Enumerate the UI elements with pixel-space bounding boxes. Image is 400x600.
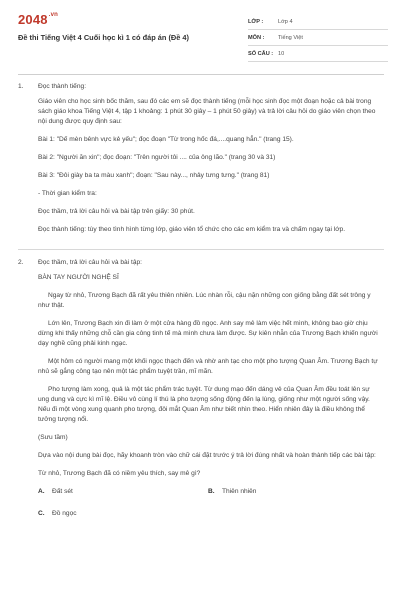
story-paragraph: Ngay từ nhỏ, Trương Bạch đã rất yêu thiên nhiên. Lúc nhàn rỗi, cậu nặn những con giống bằng đất sét trông y như thật.: [38, 292, 371, 309]
story-paragraph: Một hôm có người mang một khối ngọc thạch đến và nhờ anh tạc cho một pho tượng Quan Âm. Trương Bạch tự nhủ sẽ gắng công tạo nên một tác phẩm tuyệt trần, mĩ mãn.: [38, 358, 378, 375]
site-logo[interactable]: [18, 12, 58, 27]
sub-question: Từ nhỏ, Trương Bạch đã có niềm yêu thích, say mê gì?: [38, 470, 201, 477]
question-heading: Đọc thầm, trả lời câu hỏi và bài tập:: [38, 259, 143, 266]
answer-text: Đất sét: [52, 488, 73, 495]
answer-option-b[interactable]: [208, 487, 378, 497]
document-title: Đề thi Tiếng Việt 4 Cuối học kì 1 có đáp án (Đề 4): [18, 33, 189, 42]
question-number: 1.: [18, 83, 24, 90]
header-divider: [18, 74, 384, 75]
meta-key: LỚP :: [248, 18, 264, 25]
paragraph: Giáo viên cho học sinh bốc thăm, sau đó các em sẽ đọc thành tiếng (mỗi học sinh đọc một đoạn hoặc cả bài trong sách giáo khoa Tiếng Việt 4, tập 1 khoảng: 1 phút 30 giây – 1 phút 50 giây) và trả lời câu hỏi do giáo viên chọn theo nội dung được quy định sau:: [38, 98, 376, 125]
instruction: Dựa vào nội dung bài đọc, hãy khoanh tròn vào chữ cái đặt trước ý trả lời đúng nhất và hoàn thành tiếp các bài tập:: [38, 452, 376, 459]
paragraph: Bài 2: "Người ăn xin"; đọc đoạn: "Trên người tôi .... của ông lão." (trang 30 và 31): [38, 154, 276, 161]
answer-option-a[interactable]: [38, 487, 208, 497]
question-body: [38, 82, 378, 243]
meta-row-subject: [248, 30, 388, 46]
story-paragraph: Pho tượng làm xong, quả là một tác phẩm trác tuyệt. Từ dung mạo đến dáng vẻ của Quan Âm đều toát lên sự ung dung và cực kì mĩ lệ. Điều vô cùng lí thú là pho tượng sống động đến lạ lùng, giống như một người sống vậy. Nếu đi một vòng xung quanh pho tượng, đôi mắt Quan Âm như biết nhìn theo. Hiển nhiên đây là điều không thể tưởng tượng nổi.: [38, 386, 370, 423]
answer-letter: C.: [38, 510, 45, 517]
meta-value: 10: [278, 50, 285, 57]
question-body: [38, 258, 378, 531]
paragraph: Bài 3: "Đôi giày ba ta màu xanh"; đoạn: "Sau này..., nhảy tưng tưng." (trang 81): [38, 172, 270, 179]
answer-text: Thiên nhiên: [222, 488, 257, 495]
question-heading: Đọc thành tiếng:: [38, 83, 87, 90]
document-body: [18, 78, 384, 531]
answer-options: [38, 487, 378, 531]
meta-row-class: [248, 14, 388, 30]
question-2: [18, 258, 384, 531]
meta-key: SỐ CÂU :: [248, 50, 274, 57]
answer-option-c[interactable]: [38, 509, 208, 519]
answer-letter: A.: [38, 488, 45, 495]
paragraph: - Thời gian kiểm tra:: [38, 190, 97, 197]
answer-letter: B.: [208, 488, 215, 495]
question-number: 2.: [18, 259, 24, 266]
meta-value: Tiếng Việt: [278, 34, 303, 41]
story-title: BÀN TAY NGƯỜI NGHỆ SĨ: [38, 274, 119, 281]
story-source: (Sưu tầm): [38, 434, 68, 441]
paragraph: Bài 1: "Dế mèn bênh vực kẻ yếu"; đọc đoạn "Từ trong hốc đá,....quang hẳn." (trang 15).: [38, 136, 294, 143]
logo-text: 2048: [18, 12, 48, 27]
paragraph: Đọc thành tiếng: tùy theo tình hình từng lớp, giáo viên tổ chức cho các em kiểm tra và chấm ngay tại lớp.: [38, 226, 346, 233]
answer-text: Đồ ngọc: [52, 510, 77, 517]
meta-table: [248, 14, 388, 62]
logo-tld: .vn: [48, 12, 59, 18]
meta-row-count: [248, 46, 388, 62]
story-paragraph: Lớn lên, Trương Bạch xin đi làm ở một cửa hàng đồ ngọc. Anh say mê làm việc hết mình, không bao giờ chịu dừng khi thấy những chỗ cần gia công tinh tế mà mình chưa làm được. Sự kiên nhẫn của Trương Bạch khiến người dạy nghề cũng phải kinh ngạc.: [38, 320, 378, 347]
paragraph: Đọc thầm, trả lời câu hỏi và bài tập trên giấy: 30 phút.: [38, 208, 195, 215]
question-1: [18, 82, 384, 243]
meta-value: Lớp 4: [278, 18, 293, 25]
section-divider: [18, 249, 384, 250]
meta-key: MÔN :: [248, 34, 265, 41]
page-header: [0, 0, 400, 68]
